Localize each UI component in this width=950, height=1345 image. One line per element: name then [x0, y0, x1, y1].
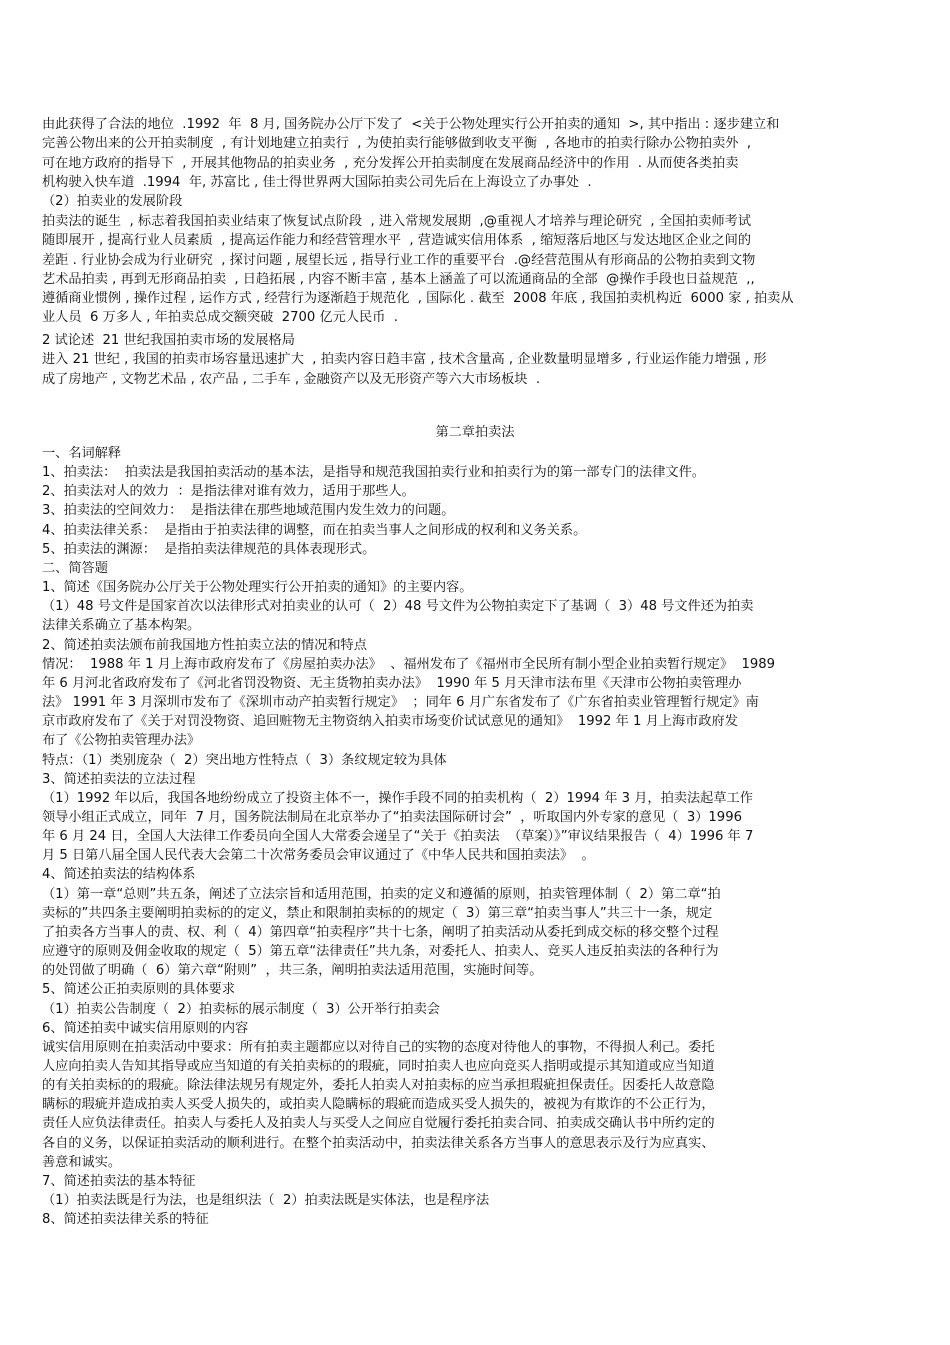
text-line: 二、简答题: [42, 560, 108, 576]
text-line: 可在地方政府的指导下 , 开展其他物品的拍卖业务 , 充分发挥公开拍卖制度在发展商品经济中的作用 . 从而使各类拍卖: [42, 155, 739, 171]
text-line: 业人员 6 万多人 , 年拍卖总成交额突破 2700 亿元人民币 .: [42, 310, 399, 326]
text-line: 4、拍卖法律关系： 是指由于拍卖法律的调整，而在拍卖当事人之间形成的权利和义务关系。: [42, 522, 587, 538]
text-line: 随即展开 , 提高行业人员素质 , 提高运作能力和经营管理水平 , 营造诚实信用体系 , 缩短落后地区与发达地区企业之间的: [42, 233, 752, 249]
text-line: 5、拍卖法的渊源： 是指拍卖法律规范的具体表现形式。: [42, 541, 376, 557]
question-heading: 2 试论述 21 世纪我国拍卖市场的发展格局: [42, 333, 295, 348]
text-line: （1）1992 年以后，我国各地纷纷成立了投资主体不一，操作手段不同的拍卖机构（ 2）1994 年 3 月，拍卖法起草工作: [42, 790, 753, 806]
text-line: 5、简述公正拍卖原则的具体要求: [42, 982, 236, 998]
text-line: 的处罚做了明确（ 6）第六章“附则” ，共三条，阐明拍卖法适用范围，实施时间等。: [42, 963, 543, 979]
text-line: 机构驶入快车道 .1994 年, 苏富比 , 佳士得世界两大国际拍卖公司先后在上海设立了办事处 .: [42, 174, 592, 190]
text-line: 8、简述拍卖法律关系的特征: [42, 1212, 209, 1228]
text-line: 人应向拍卖人告知其指导或应当知道的有关拍卖标的的瑕疵，同时拍卖人也应向竞买人指明或提示其知道或应当知道: [42, 1059, 715, 1074]
text-line: 了拍卖各方当事人的责、权、利（ 4）第四章“拍卖程序”共十七条，阐明了拍卖活动从委托到成交标的移交整个过程: [42, 924, 719, 940]
text-line: 情况： 1988 年 1 月上海市政府发布了《房屋拍卖办法》 、福州发布了《福州市全民所有制小型企业拍卖暂行规定》 1989: [42, 656, 776, 672]
text-line: 善意和诚实。: [42, 1154, 122, 1170]
text-line: （1）拍卖公告制度（ 2）拍卖标的展示制度（ 3）公开举行拍卖会: [42, 1001, 440, 1017]
text-line: 成了房地产 , 文物艺术品 , 农产品 , 二手车 , 金融资产以及无形资产等六大市场板块 .: [42, 371, 541, 387]
text-line: 拍卖法的诞生 , 标志着我国拍卖业结束了恢复试点阶段 , 进入常规发展期 ,@重视人才培养与理论研究 , 全国拍卖师考试: [42, 214, 752, 229]
text-line: 艺术品拍卖 , 再到无形商品拍卖 , 日趋拓展 , 内容不断丰富 , 基本上涵盖了可以流通商品的全部 @操作手段也日益规范 ,,: [42, 271, 755, 287]
text-line: 月 5 日第八届全国人民代表大会第二十次常务委员会审议通过了《中华人民共和国拍卖法》 。: [42, 848, 595, 864]
text-line: 卖标的”共四条主要阐明拍卖标的的定义，禁止和限制拍卖标的的规定（ 3）第三章“拍卖当事人”共三十一条，规定: [42, 905, 713, 921]
text-line: 1、简述《国务院办公厅关于公物处理实行公开拍卖的通知》的主要内容。: [42, 580, 473, 596]
text-line: 年 6 月河北省政府发布了《河北省罚没物资、无主货物拍卖办法》 1990 年 5 月天津市法布里《天津市公物拍卖管理办: [42, 675, 742, 691]
text-line: 的有关拍卖标的的瑕疵。除法律法规另有规定外，委托人拍卖人对拍卖标的应当承担瑕疵担保责任。因委托人故意隐: [42, 1078, 715, 1094]
text-line: 7、简述拍卖法的基本特征: [42, 1173, 196, 1189]
text-line: 法》 1991 年 3 月深圳市发布了《深圳市动产拍卖暂行规定》 ；同年 6 月广东省发布了《广东省拍卖业管理暂行规定》南: [42, 695, 759, 711]
text-line: 一、名词解释: [42, 446, 122, 461]
text-line: 布了《公物拍卖管理办法》: [42, 733, 201, 749]
auction-history-paragraph: [42, 115, 908, 211]
text-line: 诚实信用原则在拍卖活动中要求：所有拍卖主题都应以对待自己的实物的态度对待他人的事物，不得损人利己。委托: [42, 1039, 715, 1055]
text-line: 京市政府发布了《关于对罚没物资、追回赃物无主物资纳入拍卖市场变价试试意见的通知》 1992 年 1 月上海市政府发: [42, 714, 738, 730]
text-line: 2、简述拍卖法颁布前我国地方性拍卖立法的情况和特点: [42, 637, 367, 653]
chapter-title: 第二章拍卖法: [435, 425, 515, 440]
text-line: 1、拍卖法： 拍卖法是我国拍卖活动的基本法，是指导和规范我国拍卖行业和拍卖行为的第一部专门的法律文件。: [42, 465, 705, 481]
text-line: 年 6 月 24 日，全国人大法律工作委员向全国人大常委会递呈了“关于《拍卖法 （草案）》”审议结果报告（ 4）1996 年 7: [42, 829, 754, 845]
text-line: 由此获得了合法的地位 .1992 年 8 月, 国务院办公厅下发了 <关于公物处理实行公开拍卖的通知 >, 其中指出 : 逐步建立和: [42, 117, 780, 132]
text-line: 3、简述拍卖法的立法过程: [42, 771, 196, 787]
text-line: 瞒标的瑕疵并造成拍卖人买受人损失的，或拍卖人隐瞒标的瑕疵而造成买受人损失的，被视为有欺诈的不公正行为，: [42, 1097, 715, 1113]
text-line: （1）第一章“总则”共五条，阐述了立法宗旨和适用范围，拍卖的定义和遵循的原则，拍卖管理体制（ 2）第二章“拍: [42, 886, 721, 902]
text-line: 应遵守的原则及佣金收取的规定（ 5）第五章“法律责任”共九条，对委托人、拍卖人、竞买人违反拍卖法的各种行为: [42, 944, 719, 960]
text-line: 6、简述拍卖中诚实信用原则的内容: [42, 1020, 249, 1036]
chapter-body: [42, 444, 908, 1229]
text-line: 2、拍卖法对人的效力 ：是指法律对谁有效力，适用于那些人。: [42, 484, 415, 500]
text-line: 4、简述拍卖法的结构体系: [42, 867, 196, 883]
text-line: （1）拍卖法既是行为法，也是组织法（ 2）拍卖法既是实体法，也是程序法: [42, 1193, 490, 1209]
text-line: 特点：（1）类别庞杂（ 2）突出地方性特点（ 3）条纹规定较为具体: [42, 752, 447, 768]
text-line: 进入 21 世纪 , 我国的拍卖市场容量迅速扩大 , 拍卖内容日趋丰富 , 技术含量高 , 企业数量明显增多 , 行业运作能力增强 , 形: [42, 352, 767, 368]
text-line: 完善公物出来的公开拍卖制度 , 有计划地建立拍卖行 , 为使拍卖行能够做到收支平衡 , 各地市的拍卖行除办公物拍卖外 ,: [42, 136, 752, 152]
development-stage-paragraph: [42, 212, 908, 328]
text-line: 遵循商业惯例 , 操作过程 , 运作方式 , 经营行为逐渐趋于规范化 , 国际化 . 截至 2008 年底 , 我国拍卖机构近 6000 家 , 拍卖从: [42, 291, 794, 307]
subsection-heading: （2）拍卖业的发展阶段: [42, 194, 183, 210]
text-line: 差距 . 行业协会成为行业研究 , 探讨问题 , 展望长远 , 指导行业工作的重要平台 .@经营范围从有形商品的公物拍卖到文物: [42, 252, 756, 268]
market-pattern-paragraph: [42, 331, 908, 389]
text-line: 各自的义务，以保证拍卖活动的顺利进行。在整个拍卖活动中，拍卖法律关系各方当事人的意思表示及行为应真实、: [42, 1135, 715, 1151]
text-line: 法律关系确立了基本构架。: [42, 618, 201, 634]
text-line: 责任人应负法律责任。拍卖人与委托人及拍卖人与买受人之间应自觉履行委托拍卖合同、拍卖成交确认书中所约定的: [42, 1116, 715, 1132]
text-line: （1）48 号文件是国家首次以法律形式对拍卖业的认可（ 2）48 号文件为公物拍卖定下了基调（ 3）48 号文件还为拍卖: [42, 599, 754, 615]
text-line: 领导小组正式成立，同年 7 月，国务院法制局在北京举办了“拍卖法国际研讨会” ，听取国内外专家的意见（ 3）1996: [42, 809, 742, 825]
text-line: 3、拍卖法的空间效力： 是指法律在那些地域范围内发生效力的问题。: [42, 503, 455, 519]
